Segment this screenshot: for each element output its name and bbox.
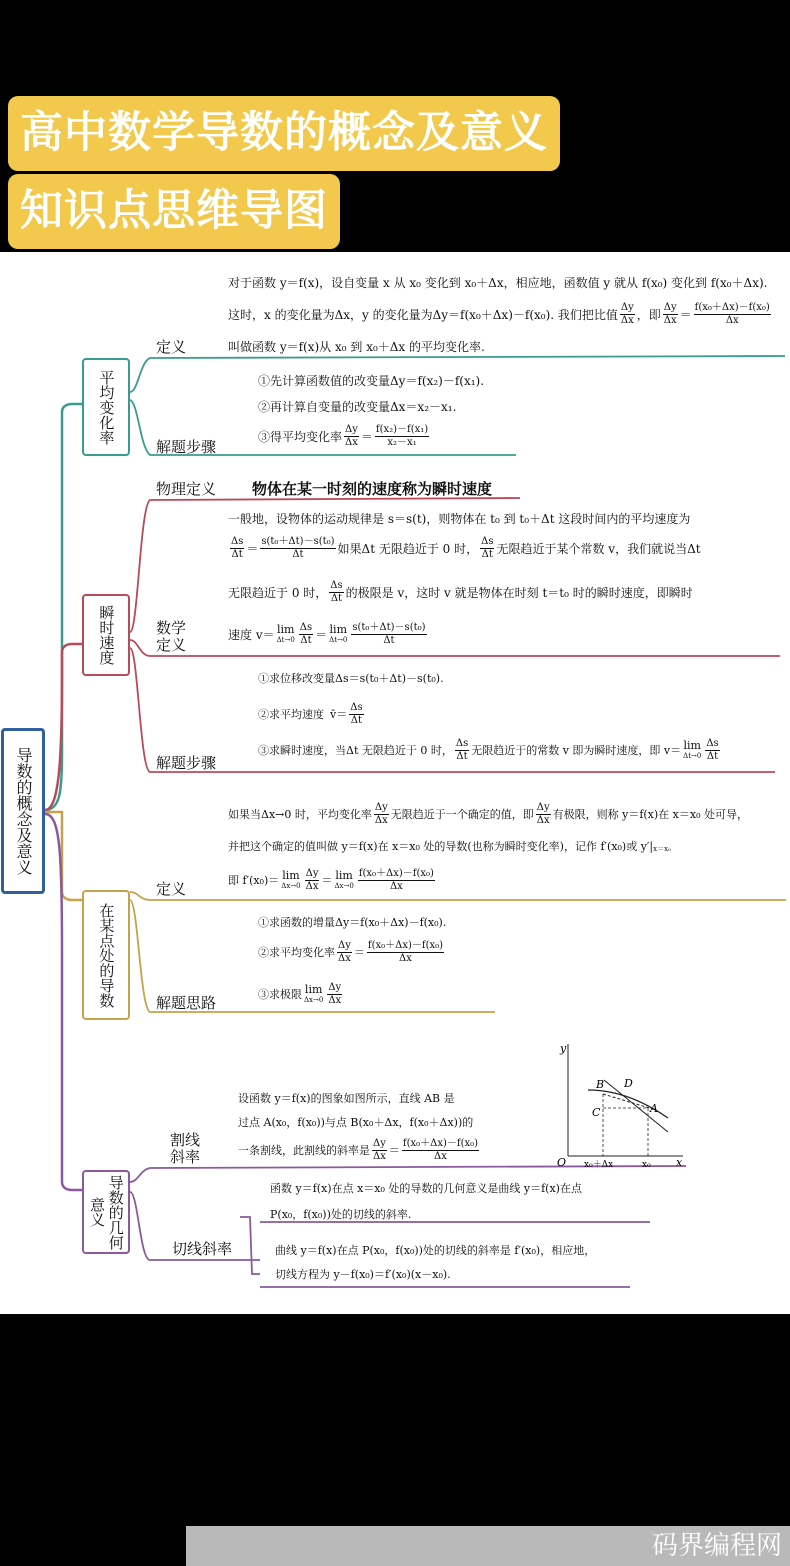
vel-step3-text: ③求瞬时速度，当Δt 无限趋近于 0 时， <box>258 744 453 757</box>
fraction <box>344 424 359 448</box>
frac-den: Δx <box>725 314 739 326</box>
tick-x0-plus-dx: x₀＋Δx <box>584 1160 614 1170</box>
frac-num: Δs <box>706 738 719 749</box>
vel-def-line1: 一般地，设物体的运动规律是 s＝s(t)，则物体在 t₀ 到 t₀＋Δt 这段时间内的平均速度为 <box>228 512 691 526</box>
label-definition-1: 定义 <box>156 338 187 356</box>
frac-den: Δt <box>350 714 363 726</box>
mind-map-sheet <box>0 252 790 1314</box>
fraction <box>349 702 363 726</box>
limit <box>281 870 300 891</box>
equals: ＝ <box>321 874 333 887</box>
frac-den: Δx <box>374 814 388 826</box>
avg-step3-text: ③得平均变化率 <box>258 429 343 444</box>
deriv-def-line1-text: 如果当Δx→0 时，平均变化率 <box>228 808 372 821</box>
frac-num: s(t₀＋Δt)－s(t₀) <box>261 536 335 547</box>
frac-num: Δy <box>338 940 351 951</box>
title-banner-line1: 高中数学导数的概念及意义 <box>8 96 560 171</box>
equals: ＝ <box>315 627 328 642</box>
origin-label: O <box>557 1156 567 1169</box>
avg-def-line2 <box>228 302 773 326</box>
avg-def-line1: 对于函数 y＝f(x)，设自变量 x 从 x₀ 变化到 x₀＋Δx，相应地，函数值 y 就从 f(x₀) 变化到 f(x₀＋Δx). <box>228 276 768 290</box>
frac-den: x₂－x₁ <box>387 436 417 448</box>
fraction <box>455 738 469 762</box>
deriv-step3-text: ③求极限 <box>258 988 302 1001</box>
lim-sub: Δx→0 <box>304 996 324 1005</box>
frac-num: Δs <box>299 622 313 633</box>
frac-den: Δx <box>620 314 634 326</box>
lim-sub: Δt→0 <box>276 636 295 645</box>
frac-den: Δx <box>373 1150 386 1162</box>
deriv-def-line3-text: 即 f′(x₀)＝ <box>228 874 280 887</box>
frac-den: Δt <box>330 592 343 604</box>
label-steps-2: 解题步骤 <box>156 754 217 772</box>
deriv-step2-text: ②求平均变化率 <box>258 946 335 959</box>
y-axis-label: y <box>560 1042 567 1055</box>
label-secant-slope: 割线斜率 <box>170 1131 201 1167</box>
fraction <box>230 536 244 560</box>
frac-num: s(t₀＋Δt)－s(t₀) <box>352 622 426 633</box>
frac-den: Δt <box>456 750 468 762</box>
deriv-step3 <box>258 982 344 1006</box>
vel-def-line2-text: 如果Δt 无限趋近于 0 时， <box>337 541 479 556</box>
point-d-label: D <box>624 1077 633 1090</box>
lim-text: lim <box>335 868 353 882</box>
fraction <box>351 622 426 646</box>
tangent-line2: P(x₀，f(x₀))处的切线的斜率. <box>270 1208 412 1221</box>
lim-text: lim <box>329 622 347 636</box>
vel-def-line4-text: 速度 v＝ <box>228 627 275 642</box>
frac-num: Δy <box>536 802 550 813</box>
label-tangent-slope: 切线斜率 <box>172 1240 233 1258</box>
frac-den: Δt <box>231 548 243 560</box>
avg-step3 <box>258 424 431 448</box>
fraction <box>620 302 635 326</box>
lim-text: lim <box>276 622 295 636</box>
lim-sub: Δt→0 <box>329 636 348 645</box>
tangent-line3: 曲线 y＝f(x)在点 P(x₀，f(x₀))处的切线的斜率是 f′(x₀)，相应地， <box>275 1244 596 1257</box>
vel-def-line2-text2: 无限趋近于某个常数 v，我们就说当Δt <box>496 541 701 556</box>
deriv-step2 <box>258 940 446 964</box>
limit <box>277 624 295 645</box>
frac-num: Δy <box>374 802 388 813</box>
lim-text: lim <box>683 738 701 752</box>
equals: ＝ <box>360 429 373 444</box>
vel-step1: ①求位移改变量Δs＝s(t₀＋Δt)－s(t₀). <box>258 672 444 685</box>
frac-num: f(x₀＋Δx)－f(x₀) <box>367 940 444 951</box>
deriv-def-line3 <box>228 868 437 892</box>
frac-den: Δx <box>389 880 403 892</box>
frac-den: Δx <box>536 814 550 826</box>
text-mid: ，即 <box>636 307 661 322</box>
point-a-label: A <box>650 1102 658 1115</box>
equals: ＝ <box>679 307 692 322</box>
deriv-def-line2 <box>228 838 671 854</box>
frac-den: Δt <box>383 634 395 646</box>
frac-num: Δs <box>481 536 494 547</box>
frac-den: Δx <box>305 880 319 892</box>
limit <box>683 740 701 761</box>
vel-step3-text2: 无限趋近于的常数 v 即为瞬时速度，即 v＝ <box>471 744 682 757</box>
deriv-def-line1 <box>228 802 748 826</box>
label-steps-1: 解题步骤 <box>156 438 217 456</box>
physical-definition-text: 物体在某一时刻的速度称为瞬时速度 <box>252 480 493 498</box>
frac-den: Δt <box>481 548 493 560</box>
lim-sub: Δx→0 <box>281 882 301 891</box>
title-banner-line2: 知识点思维导图 <box>8 174 340 249</box>
branch-geometric-meaning: 导数的几何意义 <box>82 1170 130 1254</box>
frac-den: Δx <box>663 314 677 326</box>
vel-def-line4 <box>228 622 429 646</box>
frac-den: Δt <box>292 548 304 560</box>
frac-num: Δy <box>373 1138 386 1149</box>
frac-num: Δy <box>345 424 358 435</box>
frac-num: f(x₀＋Δx)－f(x₀) <box>402 1138 479 1149</box>
frac-num: Δy <box>305 868 319 879</box>
limit <box>304 984 323 1005</box>
secant-line3-text: 一条割线，此割线的斜率是 <box>238 1144 370 1157</box>
vel-def-line3-text: 无限趋近于 0 时， <box>228 585 328 600</box>
deriv-step1: ①求函数的增量Δy＝f(x₀＋Δx)－f(x₀). <box>258 916 447 929</box>
fraction <box>705 738 719 762</box>
frac-den: Δx <box>328 994 342 1006</box>
fraction <box>536 802 551 826</box>
frac-num: f(x₀＋Δx)－f(x₀) <box>694 302 770 313</box>
tangent-line4: 切线方程为 y－f(x₀)＝f′(x₀)(x－x₀). <box>275 1268 451 1281</box>
deriv-def-line2-text: 并把这个确定的值叫做 y＝f(x)在 x＝x₀ 处的导数(也称为瞬时变化率)，记作 f′(x₀)或 y′| <box>228 840 654 853</box>
fraction <box>372 1138 387 1162</box>
avg-step1: ①先计算函数值的改变量Δy＝f(x₂)－f(x₁). <box>258 374 485 388</box>
eval-subscript: x＝x₀ <box>653 845 671 853</box>
fraction <box>663 302 678 326</box>
frac-num: Δs <box>330 580 343 591</box>
vel-step2-text: ②求平均速度 <box>258 708 324 721</box>
lim-text: lim <box>282 868 300 882</box>
secant-line3 <box>238 1138 481 1162</box>
vel-step3 <box>258 738 722 762</box>
lim-sub: Δx→0 <box>334 882 354 891</box>
fraction <box>329 580 343 604</box>
frac-num: f(x₀＋Δx)－f(x₀) <box>358 868 434 879</box>
fraction <box>402 1138 479 1162</box>
frac-den: Δx <box>345 436 358 448</box>
fraction <box>694 302 771 326</box>
vel-def-line3 <box>228 580 693 604</box>
vel-def-line3-text2: 的极限是 v，这时 v 就是物体在时刻 t＝t₀ 时的瞬时速度，即瞬时 <box>345 585 693 600</box>
vel-def-line2 <box>228 536 701 560</box>
watermark: 码界编程网 <box>186 1526 790 1566</box>
label-definition-3: 定义 <box>156 880 187 898</box>
frac-den: Δx <box>399 952 412 964</box>
frac-num: Δs <box>350 702 363 713</box>
frac-num: Δs <box>231 536 244 547</box>
fraction <box>260 536 335 560</box>
secant-line1: 设函数 y＝f(x)的图象如图所示，直线 AB 是 <box>238 1092 455 1105</box>
fraction <box>374 802 389 826</box>
fraction <box>299 622 313 646</box>
vbar: v̄＝ <box>330 708 348 721</box>
fraction <box>367 940 444 964</box>
vel-step2 <box>258 702 366 726</box>
x-axis-label: x <box>676 1156 683 1169</box>
branch-instant-velocity: 瞬时速度 <box>82 594 130 676</box>
equals: ＝ <box>353 946 365 959</box>
avg-def-line3: 叫做函数 y＝f(x)从 x₀ 到 x₀＋Δx 的平均变化率. <box>228 340 485 354</box>
fraction <box>337 940 352 964</box>
branch-point-derivative: 在某点处的导数 <box>82 890 130 1020</box>
secant-line2: 过点 A(x₀，f(x₀))与点 B(x₀＋Δx，f(x₀＋Δx))的 <box>238 1116 474 1129</box>
fraction <box>375 424 429 448</box>
secant-tangent-graph <box>548 1040 688 1170</box>
fraction <box>358 868 435 892</box>
tangent-line1: 函数 y＝f(x)在点 x＝x₀ 处的导数的几何意义是曲线 y＝f(x)在点 <box>270 1182 582 1195</box>
limit <box>329 624 347 645</box>
equals: ＝ <box>246 541 259 556</box>
tick-x0: x₀ <box>642 1160 651 1170</box>
label-physical-definition: 物理定义 <box>156 480 217 498</box>
root-node: 导数的概念及意义 <box>1 728 45 894</box>
branch-average-rate: 平均变化率 <box>82 358 130 456</box>
label-approach: 解题思路 <box>156 994 217 1012</box>
point-c-label: C <box>592 1106 601 1119</box>
frac-num: Δs <box>455 738 469 749</box>
deriv-def-line1-text2: 无限趋近于一个确定的值，即 <box>390 808 534 821</box>
frac-num: Δy <box>328 982 342 993</box>
frac-den: Δt <box>706 750 719 762</box>
lim-sub: Δt→0 <box>683 752 702 761</box>
limit <box>334 870 353 891</box>
frac-num: Δy <box>663 302 677 313</box>
fraction <box>305 868 320 892</box>
frac-den: Δx <box>338 952 351 964</box>
equals: ＝ <box>388 1144 400 1157</box>
secant-line <box>603 1094 656 1110</box>
deriv-def-line1-text3: 有极限，则称 y＝f(x)在 x＝x₀ 处可导， <box>552 808 748 821</box>
fraction <box>480 536 494 560</box>
tangent-line <box>604 1080 668 1132</box>
point-b-label: B <box>596 1078 605 1091</box>
frac-den: Δt <box>300 634 312 646</box>
avg-step2: ②再计算自变量的改变量Δx＝x₂－x₁. <box>258 400 457 414</box>
avg-def-line2-text: 这时，x 的变化量为Δx，y 的变化量为Δy＝f(x₀＋Δx)－f(x₀). 我们把比值 <box>228 307 618 322</box>
fraction <box>327 982 342 1006</box>
frac-num: f(x₂)－f(x₁) <box>375 424 429 435</box>
frac-num: Δy <box>620 302 634 313</box>
label-math-definition: 数学定义 <box>156 619 187 655</box>
lim-text: lim <box>304 982 323 996</box>
frac-den: Δx <box>434 1150 447 1162</box>
